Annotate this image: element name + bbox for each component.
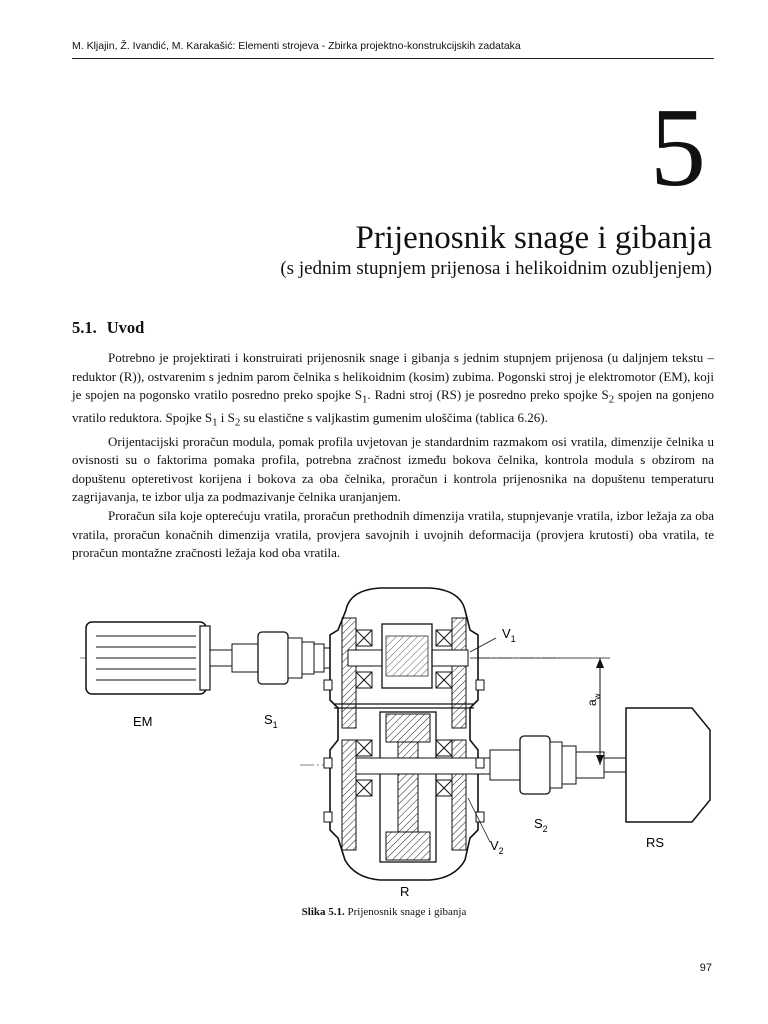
section-title: Uvod bbox=[106, 318, 145, 337]
label-v1: $V_1$ bbox=[502, 626, 516, 644]
running-header: M. Kljajin, Ž. Ivandić, M. Karakašić: Elementi strojeva - Zbirka projektno-konstrukcijskih zadataka bbox=[72, 40, 521, 52]
caption-label: Slika 5.1. bbox=[301, 906, 345, 918]
label-aw: $a_w$ bbox=[585, 693, 602, 706]
label-s2: $S_2$ bbox=[534, 816, 548, 834]
chapter-subtitle: (s jednim stupnjem prijenosa i helikoidnim ozubljenjem) bbox=[280, 258, 712, 279]
electric-motor bbox=[86, 622, 234, 694]
label-rs: RS bbox=[646, 835, 665, 850]
section-heading bbox=[72, 318, 144, 338]
label-s1: $S_1$ bbox=[264, 712, 278, 730]
section-number: 5.1. bbox=[72, 318, 97, 337]
gearbox-drawing bbox=[0, 580, 768, 900]
chapter-title: Prijenosnik snage i gibanja bbox=[355, 220, 712, 256]
label-em: EM bbox=[133, 714, 153, 729]
paragraph-2: Orijentacijski proračun modula, pomak profila uvjetovan je standardnim razmakom osi vratila, dimenzije čelnika u ovisnosti su o faktorima pomaka profila, potrebna zračnost između bokova čelnika, kontrola modula s obzirom na dopuštenu opteretivost korijena i bokova za oba čelnika, proračun i kontrola prijenosnika na dopuštenu temperaturu zagrijavanja, te izbor ulja za podmazivanje čelnika uranjanjem. bbox=[72, 433, 714, 505]
paragraph-1: Potrebno je projektirati i konstruirati prijenosnik snage i gibanja s jednim stupnjem prijenosa (u daljnjem tekstu – reduktor (R)), ostvarenim s jednim parom čelnika s helikoidnim (kosim) zubima. Pogonski stroj je elektromotor (EM), koji je spojen na pogonsko vratilo posredno preko spojke $S_1$. Radni stroj (RS) je posredno preko spojke $S_2$ spojen na gonjeno vratilo reduktora. Spojke $S_1$ i $S_2$ su elastične s valjkastim gumenim uloščima (tablica 6.26). bbox=[72, 350, 715, 429]
caption-text: Prijenosnik snage i gibanja bbox=[344, 906, 467, 918]
working-machine bbox=[626, 708, 710, 822]
label-v2: $V_2$ bbox=[490, 838, 504, 856]
page-number: 97 bbox=[699, 962, 712, 974]
paragraph-3: Proračun sila koje opterećuju vratila, proračun prethodnih dimenzija vratila, stupnjevanje vratila, izbor ležaja za oba vratila, proračun konačnih dimenzija vratila, provjera savojnih i uvojnih deformacija (provjera krutosti) oba vratila, te proračun montažne zračnosti ležaja kod oba vratila. bbox=[72, 507, 714, 561]
label-r: R bbox=[400, 884, 410, 899]
figure-caption bbox=[0, 906, 768, 918]
coupling-s2 bbox=[490, 736, 628, 794]
header-rule bbox=[72, 58, 714, 59]
body-text bbox=[72, 349, 714, 563]
chapter-number: 5 bbox=[650, 86, 706, 210]
